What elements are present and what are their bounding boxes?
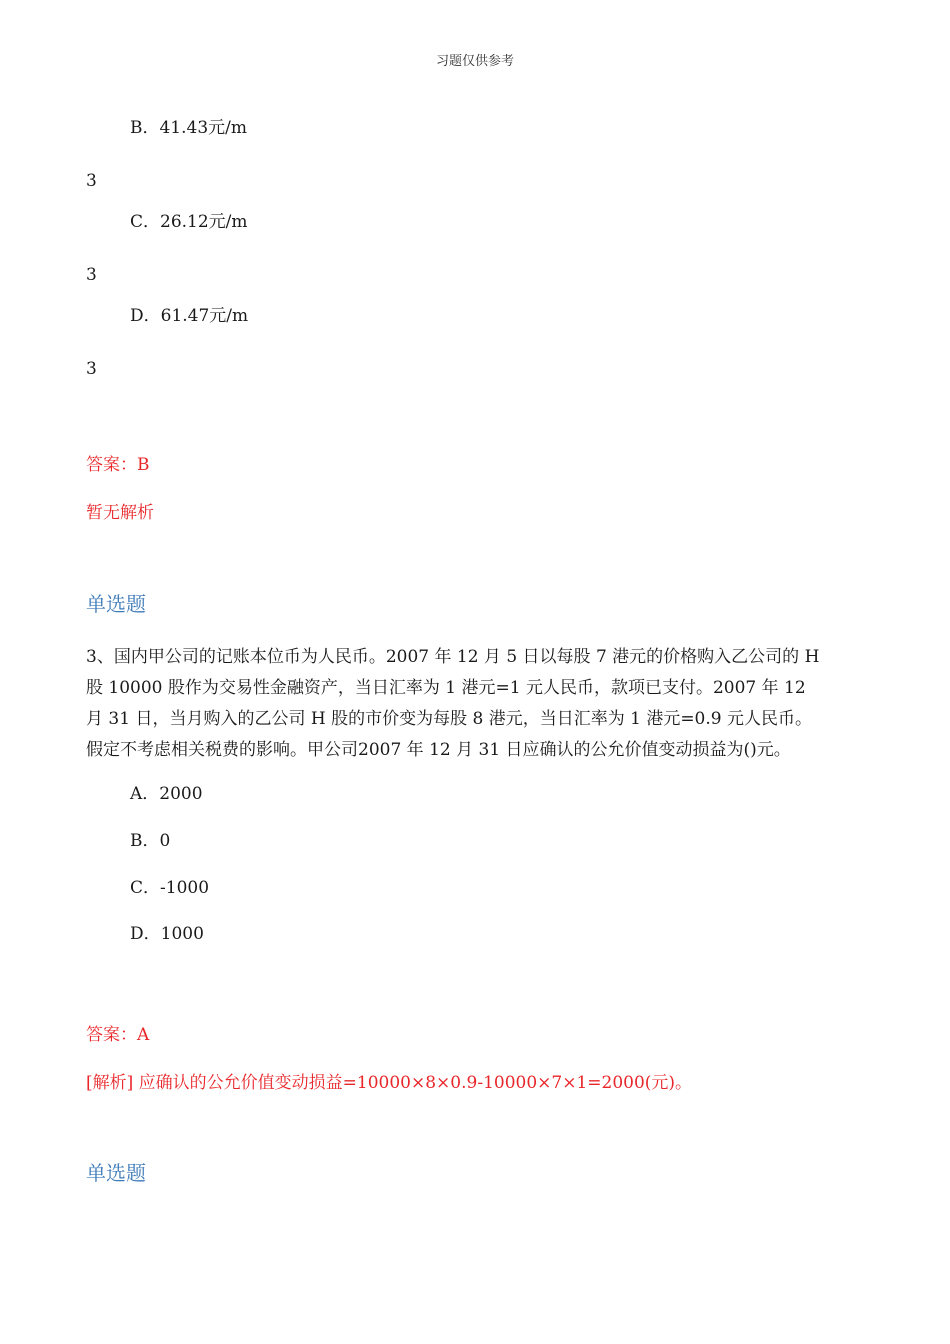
q2-analysis: 暂无解析 — [86, 503, 154, 523]
q3-answer: 答案：A — [86, 1025, 150, 1045]
page-header: 习题仅供参考 — [435, 54, 514, 69]
option-d: D．61.47元/m — [130, 306, 249, 326]
q3-section-title: 单选题 — [86, 592, 146, 616]
q3-option-b: B．0 — [130, 831, 171, 851]
q3-stem-line: 月 31 日，当月购入的乙公司 H 股的市价变为每股 8 港元，当日汇率为 1 港元=0.9 元人民币。 — [86, 709, 813, 729]
q3-stem-line: 股 10000 股作为交易性金融资产，当日汇率为 1 港元=1 元人民币，款项已支付。2007 年 12 — [86, 678, 806, 698]
q3-option-a: A．2000 — [130, 784, 203, 804]
q3-stem-line: 3、国内甲公司的记账本位币为人民币。2007 年 12 月 5 日以每股 7 港元的价格购入乙公司的 H — [86, 647, 820, 667]
q3-option-d: D．1000 — [130, 924, 204, 944]
q2-answer: 答案：B — [86, 455, 150, 475]
option-b-unit-superscript: 3 — [86, 171, 97, 191]
q3-option-c: C．-1000 — [130, 878, 210, 898]
option-c: C．26.12元/m — [130, 212, 248, 232]
option-d-unit-superscript: 3 — [86, 359, 97, 379]
q3-analysis: [解析] 应确认的公允价值变动损益=10000×8×0.9-10000×7×1=2000(元)。 — [86, 1073, 693, 1093]
q3-stem-line: 假定不考虑相关税费的影响。甲公司2007 年 12 月 31 日应确认的公允价值变动损益为()元。 — [86, 740, 791, 760]
q3-stem — [86, 642, 876, 766]
option-b: B．41.43元/m — [130, 118, 248, 138]
q4-section-title: 单选题 — [86, 1161, 146, 1185]
option-c-unit-superscript: 3 — [86, 265, 97, 285]
